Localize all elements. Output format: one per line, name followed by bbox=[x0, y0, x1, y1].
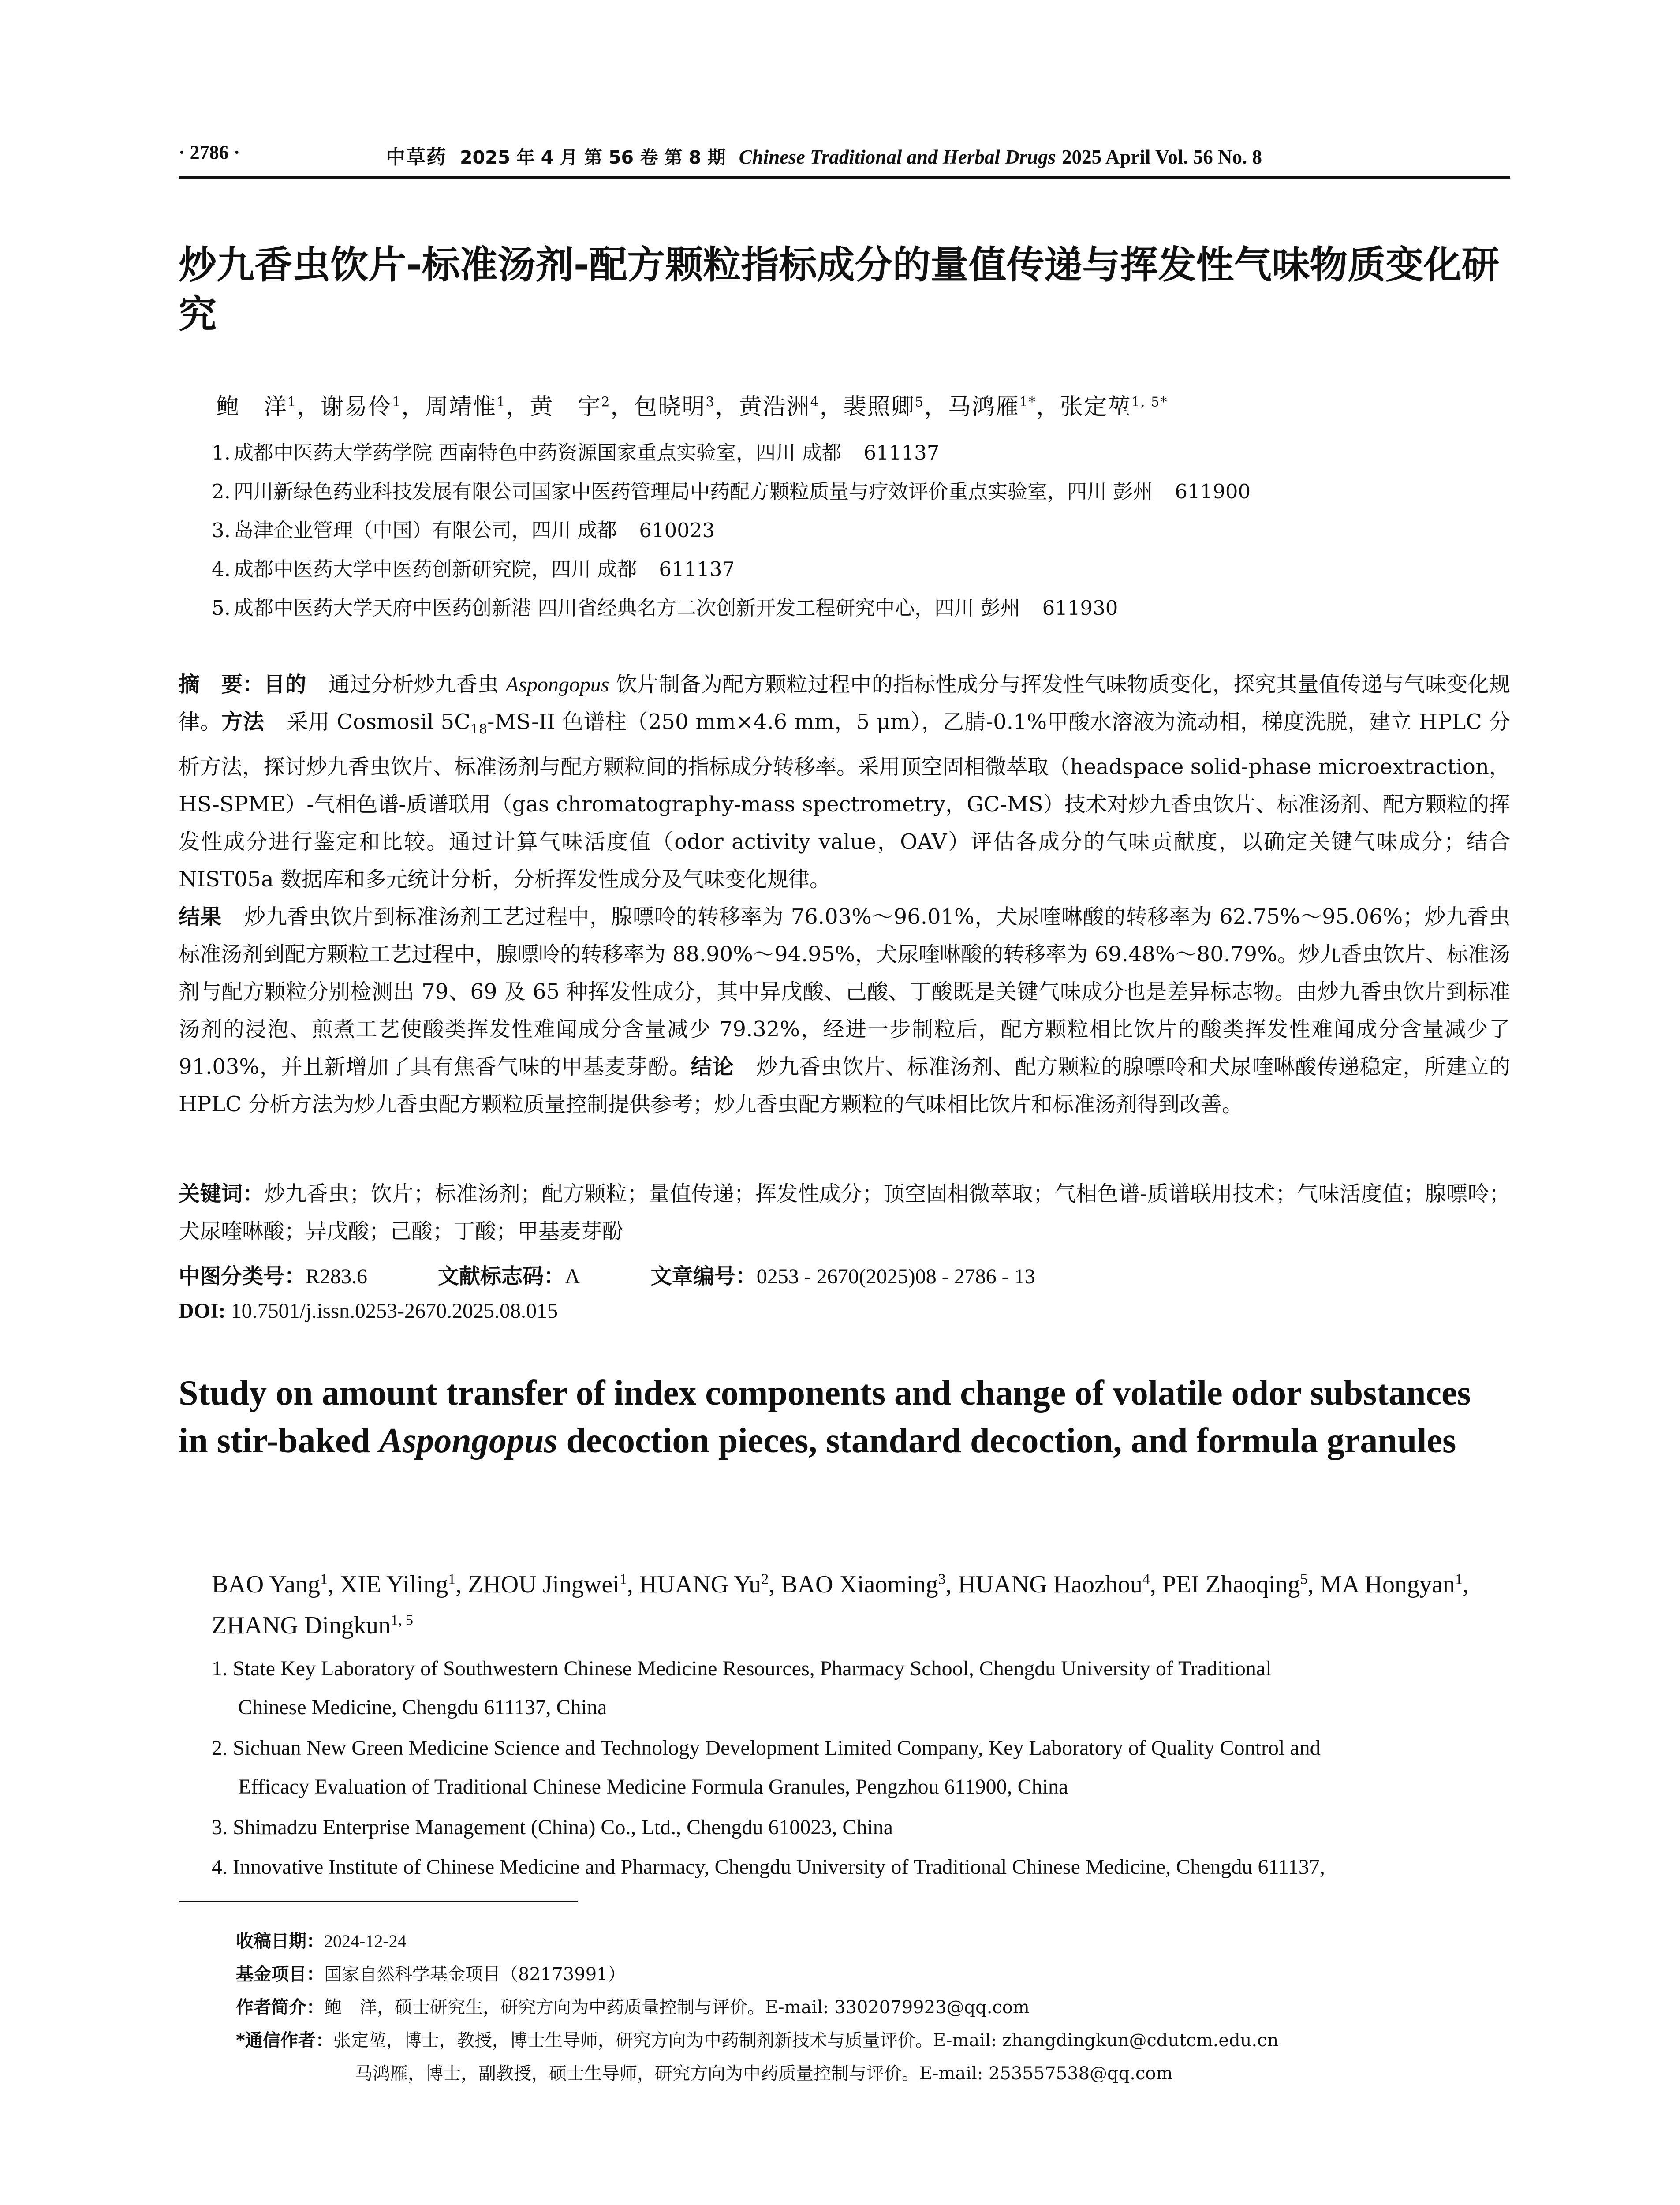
paper-title-cn: 炒九香虫饮片-标准汤剂-配方颗粒指标成分的量值传递与挥发性气味物质变化研究 bbox=[179, 243, 1500, 336]
conclusion-label: 结论 bbox=[691, 1054, 734, 1079]
author-cn: 谢易伶$^1$， bbox=[321, 394, 426, 420]
journal-issue-cn: 2025 年 4 月 第 56 卷 第 8 期 bbox=[460, 147, 726, 168]
author-en: PEI Zhaoqing$^5$, bbox=[1162, 1570, 1320, 1598]
footnote-rule bbox=[179, 1901, 578, 1902]
author-en: BAO Xiaoming$^3$, bbox=[781, 1570, 958, 1598]
affiliation-cn: 1. 成都中医药大学药学院 西南特色中药资源国家重点实验室，四川 成都 611137 bbox=[212, 441, 940, 464]
author-cn: 鲍 洋$^1$， bbox=[216, 394, 321, 420]
abstract-label: 摘 要： bbox=[179, 672, 264, 697]
journal-issue-en: 2025 April Vol. 56 No. 8 bbox=[1062, 146, 1262, 168]
classification-line bbox=[179, 1259, 1106, 1289]
doi-value: 10.7501/j.issn.0253-2670.2025.08.015 bbox=[231, 1299, 558, 1323]
footnote-received: 收稿日期：2024-12-24 bbox=[236, 1931, 407, 1951]
author-cn: 裴照卿$^5$， bbox=[843, 394, 948, 420]
keywords-text: 炒九香虫；饮片；标准汤剂；配方颗粒；量值传递；挥发性成分；顶空固相微萃取；气相色谱-质谱联用技术；气味活度值；腺嘌呤；犬尿喹啉酸；异戊酸；己酸；丁酸；甲基麦芽酚 bbox=[179, 1181, 1510, 1244]
objective-text: 通过分析炒九香虫 Aspongopus 饮片制备为配方颗粒过程中的指标性成分与挥发性气味物质变化，探究其量值传递与气味变化规律。 bbox=[179, 672, 1510, 734]
result-label: 结果 bbox=[179, 904, 222, 929]
clc-number: 中图分类号：R283.6 bbox=[179, 1264, 368, 1289]
affiliation-en: 3. Shimadzu Enterprise Management (China) Co., Ltd., Chengdu 610023, China bbox=[212, 1816, 893, 1839]
footnote-fund: 基金项目：国家自然科学基金项目（82173991） bbox=[236, 1964, 626, 1984]
author-cn: 张定堃$^{1, 5*}$ bbox=[1060, 394, 1168, 420]
doi-line bbox=[179, 1299, 558, 1323]
author-en: XIE Yiling$^1$, bbox=[340, 1570, 468, 1598]
author-en: ZHOU Jingwei$^1$, bbox=[468, 1570, 639, 1598]
document-code: 文献标志码：A bbox=[438, 1264, 580, 1289]
affiliation-en: 1. State Key Laboratory of Southwestern Chinese Medicine Resources, Pharmacy School, Chengdu University of Traditional Chinese Medicine, Chengdu 611137, China bbox=[212, 1657, 1272, 1719]
author-cn: 马鸿雁$^{1*}$， bbox=[948, 394, 1060, 420]
keywords-label: 关键词： bbox=[179, 1181, 264, 1206]
affiliation-cn: 4. 成都中医药大学中医药创新研究院，四川 成都 611137 bbox=[212, 557, 735, 581]
paper-title-en: Study on amount transfer of index components and change of volatile odor substances in stir-baked Aspongopus decoction pieces, standard decoction, and formula granules bbox=[179, 1374, 1471, 1460]
objective-label: 目的 bbox=[264, 672, 306, 697]
journal-name-en: Chinese Traditional and Herbal Drugs bbox=[739, 146, 1056, 168]
doi-label: DOI: bbox=[179, 1299, 226, 1323]
conclusion-text: 炒九香虫饮片、标准汤剂、配方颗粒的腺嘌呤和犬尿喹啉酸传递稳定，所建立的 HPLC 分析方法为炒九香虫配方颗粒质量控制提供参考；炒九香虫配方颗粒的气味相比饮片和标准汤剂得到改善。 bbox=[179, 1054, 1510, 1117]
author-list-cn bbox=[216, 388, 1168, 421]
author-en: ZHANG Dingkun$^{1, 5}$ bbox=[212, 1612, 413, 1640]
affiliation-cn: 5. 成都中医药大学天府中医药创新港 四川省经典名方二次创新开发工程研究中心，四川 彭州 611930 bbox=[212, 596, 1118, 620]
method-label: 方法 bbox=[221, 710, 265, 734]
result-text: 炒九香虫饮片到标准汤剂工艺过程中，腺嘌呤的转移率为 76.03%～96.01%，犬尿喹啉酸的转移率为 62.75%～95.06%；炒九香虫标准汤剂到配方颗粒工艺过程中，腺嘌呤的转移率为 88.90%～94.95%，犬尿喹啉酸的转移率为 69.48%～80.79%。炒九香虫饮片、标准汤剂与配方颗粒分别检测出 79、69 及 65 种挥发性成分，其中异戊酸、己酸、丁酸既是关键气味成分也是差异标志物。由炒九香虫饮片到标准汤剂的浸泡、煎煮工艺使酸类挥发性难闻成分含量减少 79.32%，经进一步制粒后，配方颗粒相比饮片的酸类挥发性难闻成分含量减少了 91.03%，并且新增加了具有焦香气味的甲基麦芽酚。 bbox=[179, 904, 1510, 1079]
footnote-corresponding: *通信作者：张定堃，博士，教授，博士生导师，研究方向为中药制剂新技术与质量评价。E-mail: zhangdingkun@cdutcm.edu.cn bbox=[236, 2030, 1279, 2051]
author-cn: 黄 宇$^2$， bbox=[530, 394, 635, 420]
affiliation-cn: 3. 岛津企业管理（中国）有限公司，四川 成都 610023 bbox=[212, 519, 715, 542]
abstract-cn bbox=[179, 666, 1510, 1123]
running-header bbox=[179, 141, 1510, 176]
affiliation-en: 2. Sichuan New Green Medicine Science and Technology Development Limited Company, Key Laboratory of Quality Control and Efficacy Evaluation of Traditional Chinese Medicine Formula Granules, Pengzhou 611900, China bbox=[212, 1736, 1321, 1798]
affiliation-cn: 2. 四川新绿色药业科技发展有限公司国家中医药管理局中药配方颗粒质量与疗效评价重点实验室，四川 彭州 611900 bbox=[212, 480, 1251, 503]
author-en: BAO Yang$^1$, bbox=[212, 1570, 340, 1598]
keywords bbox=[179, 1175, 1510, 1250]
author-cn: 周靖惟$^1$， bbox=[425, 394, 530, 420]
footnote-corresponding-2: 马鸿雁，博士，副教授，硕士生导师，研究方向为中药质量控制与评价。E-mail: 253557538@qq.com bbox=[355, 2063, 1173, 2084]
method-text: 采用 Cosmosil $5C_{18}-MS-II$ 色谱柱（250 mm×4.6 mm，5 μm），乙腈-0.1%甲酸水溶液为流动相，梯度洗脱，建立 HPLC 分析方法，探讨炒九香虫饮片、标准汤剂与配方颗粒间的指标成分转移率。采用顶空固相微萃取（headspace solid-phase microextraction，HS-SPME）-气相色谱-质谱联用（gas chromatography-mass spectrometry，GC-MS）技术对炒九香虫饮片、标准汤剂、配方颗粒的挥发性成分进行鉴定和比较。通过计算气味活度值（odor activity value，OAV）评估各成分的气味贡献度，以确定关键气味成分；结合 NIST05a 数据库和多元统计分析，分析挥发性成分及气味变化规律。 bbox=[179, 710, 1510, 892]
journal-logo: 中草药 bbox=[386, 146, 447, 168]
author-en: MA Hongyan$^1$, bbox=[1320, 1570, 1469, 1598]
header-rule bbox=[179, 176, 1510, 179]
author-en: HUANG Haozhou$^4$, bbox=[958, 1570, 1162, 1598]
author-cn: 包晓明$^3$， bbox=[634, 394, 739, 420]
author-en: HUANG Yu$^2$, bbox=[639, 1570, 781, 1598]
footnote-author: 作者简介：鲍 洋，硕士研究生，研究方向为中药质量控制与评价。E-mail: 3302079923@qq.com bbox=[236, 1997, 1030, 2018]
journal-header bbox=[386, 141, 1262, 169]
affiliation-en: 4. Innovative Institute of Chinese Medicine and Pharmacy, Chengdu University of Traditional Chinese Medicine, Chengdu 611137, bbox=[212, 1855, 1325, 1879]
author-list-en bbox=[212, 1561, 1512, 1644]
page-number: · 2786 · bbox=[179, 142, 240, 163]
article-number: 文章编号：0253 - 2670(2025)08 - 2786 - 13 bbox=[650, 1264, 1035, 1289]
author-cn: 黄浩洲$^4$， bbox=[739, 394, 844, 420]
